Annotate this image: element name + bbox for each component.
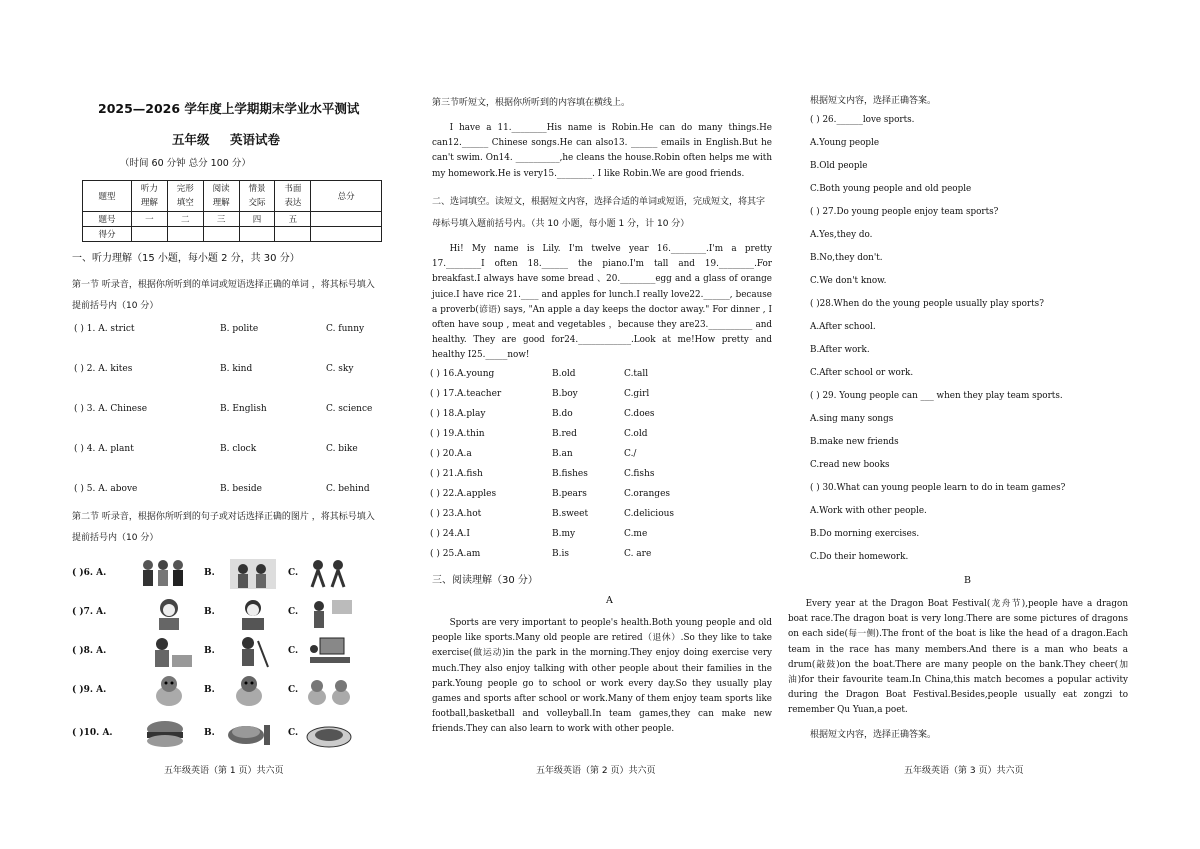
- option-c-label: C.: [288, 646, 299, 656]
- dog-picture[interactable]: [144, 674, 194, 708]
- children-picture[interactable]: [228, 557, 278, 591]
- option-c[interactable]: C.me: [624, 529, 648, 539]
- option-b-label: B.: [204, 568, 215, 578]
- picture-question-stem: ( )10. A.: [72, 728, 113, 738]
- answer-option[interactable]: B.After work.: [810, 345, 870, 355]
- burger-picture[interactable]: [140, 717, 190, 751]
- meat-plate-picture[interactable]: [304, 717, 354, 751]
- option-a[interactable]: ( ) 16.A.young: [430, 369, 495, 379]
- passage-a-label: A: [606, 595, 613, 606]
- option-b[interactable]: B. beside: [220, 484, 263, 494]
- option-b-label: B.: [204, 728, 215, 738]
- answer-option[interactable]: A.Young people: [810, 138, 880, 148]
- page-1: [68, 0, 413, 849]
- page-footer: 五年级英语（第 1 页）共六页: [164, 766, 284, 776]
- computer-picture[interactable]: [304, 635, 354, 669]
- section3-instruction: 第三节听短文，根据你所听到的内容填在横线上。: [432, 98, 631, 108]
- passage-a-text: Sports are very important to people's health.Both young people and old people like sports.Many old people are retired（退休）.So they like to take exercise(做运动)in the park in the morning.They enjoy doing exercise very much.They also enjoy talking with other people about their families in the park.Young people go to school or work every day.So they usually play games and sports after school or work.Many of them enjoy team sports like football,basketball and volleyball.In team games,they can make new friends.They can also learn to work with other people.: [432, 618, 772, 735]
- answer-option[interactable]: A.sing many songs: [810, 414, 894, 424]
- score-table-row: [83, 212, 382, 227]
- section1-instruction: 第一节 听录音，根据你所听到的单词或短语选择正确的单词 ，将其标号填入: [72, 280, 375, 290]
- cell: 完形填空: [167, 181, 203, 212]
- cell: 阅读理解: [203, 181, 239, 212]
- question-stem: ( ) 1. A. strict: [74, 324, 135, 334]
- question-stem: ( ) 29. Young people can ___ when they play team sports.: [810, 391, 1063, 401]
- teacher-picture[interactable]: [304, 596, 354, 630]
- option-c-label: C.: [288, 607, 299, 617]
- dog-picture-2[interactable]: [224, 674, 274, 708]
- option-c-label: C.: [288, 685, 299, 695]
- answer-option[interactable]: A.Work with other people.: [810, 506, 927, 516]
- option-b[interactable]: B.do: [552, 409, 573, 419]
- option-b[interactable]: B.boy: [552, 389, 578, 399]
- option-a[interactable]: ( ) 23.A.hot: [430, 509, 482, 519]
- option-c[interactable]: C. bike: [326, 444, 358, 454]
- question-stem: ( ) 4. A. plant: [74, 444, 134, 454]
- question-stem: ( ) 2. A. kites: [74, 364, 133, 374]
- picture-question-stem: ( )9. A.: [72, 685, 107, 695]
- subject-label: 英语试卷: [230, 132, 281, 147]
- part2-title: 二、选词填空。读短文，根据短文内容，选择合适的单词或短语，完成短文，将其字母标号填入题前括号内。（共 10 小题，每小题 1 分，计 10 分）: [432, 197, 766, 229]
- score-input-cell[interactable]: [203, 227, 239, 242]
- section1-instruction-2: 提前括号内（10 分）: [72, 301, 159, 311]
- two-dogs-picture[interactable]: [304, 674, 354, 708]
- dancing-picture[interactable]: [304, 557, 354, 591]
- score-table-row: [83, 181, 382, 212]
- option-a[interactable]: ( ) 19.A.thin: [430, 429, 485, 439]
- cell: 一: [131, 212, 167, 227]
- cell: 五: [275, 212, 311, 227]
- answer-option[interactable]: C.After school or work.: [810, 368, 914, 378]
- part1-title: 一、听力理解（15 小题，每小题 2 分，共 30 分）: [72, 253, 300, 264]
- cell: 题型: [83, 181, 132, 212]
- option-a[interactable]: ( ) 24.A.I: [430, 529, 470, 539]
- reading-questions: [808, 115, 1130, 575]
- score-input-cell[interactable]: [167, 227, 203, 242]
- listening-text: I have a 11.________His name is Robin.He can do many things.He can12.______ Chinese songs.He can also13. ______ emails in English.But he can't swim. On14. __________,he cleans the house.Robin often helps me with my homework.He is very15.________. I like Robin.We are good friends.: [432, 123, 772, 179]
- score-input-cell[interactable]: [131, 227, 167, 242]
- option-b-label: B.: [204, 646, 215, 656]
- salad-picture[interactable]: [224, 717, 274, 751]
- cell: 题号: [83, 212, 132, 227]
- option-c[interactable]: C. science: [326, 404, 373, 414]
- option-b[interactable]: B.fishes: [552, 469, 588, 479]
- question-stem: ( ) 26.______love sports.: [810, 115, 915, 125]
- answer-option[interactable]: B.make new friends: [810, 437, 899, 447]
- option-c[interactable]: C.tall: [624, 369, 649, 379]
- cloze-text: Hi! My name is Lily. I'm twelve year 16.________.I'm a pretty 17.________I often 18.______ the piano.I'm tall and 19.________.For breakfast.I always have some bread 、20.________egg and a glass of orange juice.I have rice 21.____ and apples for lunch.I really love22.______, because a proverb(谚语) says, "An apple a day keeps the doctor away." For dinner , I often have soup , meat and vegetables ，because they are23.__________ and healthy. They are good for24.____________.Look at me!How pretty and healthy I25._____now!: [432, 244, 772, 361]
- question-stem: ( ) 5. A. above: [74, 484, 138, 494]
- cloze-passage: [432, 242, 772, 364]
- option-a[interactable]: ( ) 22.A.apples: [430, 489, 497, 499]
- question-stem: ( ) 27.Do young people enjoy team sports?: [810, 207, 999, 217]
- picture-question-stem: ( )8. A.: [72, 646, 107, 656]
- option-b[interactable]: B.red: [552, 429, 577, 439]
- picture-question-stem: ( )7. A.: [72, 607, 107, 617]
- option-a[interactable]: ( ) 20.A.a: [430, 449, 472, 459]
- page-2: [430, 0, 773, 849]
- part3-title: 三、阅读理解（30 分）: [432, 575, 538, 586]
- section2-instruction: 第二节 听录音，根据你所听到的句子或对话选择正确的图片 ，将其标号填入: [72, 512, 375, 522]
- answer-option[interactable]: B.Old people: [810, 161, 868, 171]
- option-b[interactable]: B.an: [552, 449, 573, 459]
- reading-instruction: 根据短文内容，选择正确答案。: [810, 96, 937, 106]
- answer-option[interactable]: A.After school.: [810, 322, 876, 332]
- option-c[interactable]: C. behind: [326, 484, 370, 494]
- option-b[interactable]: B. polite: [220, 324, 259, 334]
- cooking-picture[interactable]: [144, 635, 194, 669]
- answer-option[interactable]: B.No,they don't.: [810, 253, 883, 263]
- option-c[interactable]: C.girl: [624, 389, 650, 399]
- option-a[interactable]: ( ) 17.A.teacher: [430, 389, 502, 399]
- cloze-options: [430, 369, 773, 569]
- answer-option[interactable]: C.Both young people and old people: [810, 184, 972, 194]
- girl-picture[interactable]: [144, 596, 194, 630]
- option-b[interactable]: B.my: [552, 529, 576, 539]
- option-c[interactable]: C.old: [624, 429, 648, 439]
- cell: 三: [203, 212, 239, 227]
- score-input-cell[interactable]: [311, 227, 382, 242]
- option-b[interactable]: B.pears: [552, 489, 587, 499]
- answer-option[interactable]: A.Yes,they do.: [810, 230, 873, 240]
- sweeping-picture[interactable]: [228, 635, 278, 669]
- option-a[interactable]: ( ) 18.A.play: [430, 409, 486, 419]
- option-c-label: C.: [288, 568, 299, 578]
- option-b-label: B.: [204, 607, 215, 617]
- passage-b-label: B: [964, 575, 971, 586]
- option-b[interactable]: B.is: [552, 549, 569, 559]
- option-c[interactable]: C. funny: [326, 324, 365, 334]
- page-footer: 五年级英语（第 3 页）共六页: [904, 766, 1024, 776]
- picture-questions: [68, 557, 413, 752]
- reading-instruction-2: 根据短文内容，选择正确答案。: [810, 730, 937, 740]
- score-input-cell[interactable]: [239, 227, 275, 242]
- option-c[interactable]: C./: [624, 449, 637, 459]
- kids-group-picture[interactable]: [138, 557, 188, 591]
- option-b[interactable]: B. kind: [220, 364, 253, 374]
- answer-option[interactable]: C.read new books: [810, 460, 890, 470]
- answer-option[interactable]: C.We don't know.: [810, 276, 887, 286]
- passage-b-text: Every year at the Dragon Boat Festival(龙舟节),people have a dragon boat race.The dragon boat is very long.There are some pictures of dragons on each side(每一侧).The front of the boat is like the head of a dragon.Each team in the race has many members.And there is a man who beats a drum(敲鼓)on the boat.There are many people on the bank.They cheer(加油)for their favourite team.In China,this match becomes a popular activity during the Dragon Boat Festival.Besides,people usually eat zongzi to remember Qu Yuan,a poet.: [788, 599, 1128, 716]
- option-c[interactable]: C.delicious: [624, 509, 675, 519]
- cell: 听力理解: [131, 181, 167, 212]
- exam-title: 2025—2026 学年度上学期期末学业水平测试: [98, 101, 360, 116]
- option-a[interactable]: ( ) 21.A.fish: [430, 469, 483, 479]
- answer-option[interactable]: C.Do their homework.: [810, 552, 909, 562]
- score-table: [82, 180, 382, 242]
- question-stem: ( ) 3. A. Chinese: [74, 404, 148, 414]
- cell: 总分: [311, 181, 382, 212]
- question-stem: ( )28.When do the young people usually play sports?: [810, 299, 1044, 309]
- score-input-cell[interactable]: [275, 227, 311, 242]
- boy-picture[interactable]: [228, 596, 278, 630]
- option-b[interactable]: B. English: [220, 404, 267, 414]
- option-c[interactable]: C. are: [624, 549, 652, 559]
- option-c[interactable]: C. sky: [326, 364, 354, 374]
- option-c-label: C.: [288, 728, 299, 738]
- cell: 得分: [83, 227, 132, 242]
- passage-b: [788, 597, 1128, 719]
- cell: 四: [239, 212, 275, 227]
- passage-a: [432, 616, 772, 738]
- cell: 二: [167, 212, 203, 227]
- option-b-label: B.: [204, 685, 215, 695]
- option-c[interactable]: C.oranges: [624, 489, 671, 499]
- grade-label: 五年级: [172, 132, 210, 147]
- option-b[interactable]: B. clock: [220, 444, 257, 454]
- option-b[interactable]: B.sweet: [552, 509, 589, 519]
- listening-passage: [432, 121, 772, 182]
- page-footer: 五年级英语（第 2 页）共六页: [536, 766, 656, 776]
- page-3: [788, 0, 1130, 849]
- cell: 书面表达: [275, 181, 311, 212]
- cell: 情景交际: [239, 181, 275, 212]
- score-table-row: [83, 227, 382, 242]
- time-info: （时间 60 分钟 总分 100 分）: [120, 158, 251, 169]
- option-b[interactable]: B.old: [552, 369, 576, 379]
- option-c[interactable]: C.fishs: [624, 469, 655, 479]
- picture-question-stem: ( )6. A.: [72, 568, 107, 578]
- question-stem: ( ) 30.What can young people learn to do in team games?: [810, 483, 1066, 493]
- option-c[interactable]: C.does: [624, 409, 655, 419]
- answer-option[interactable]: B.Do morning exercises.: [810, 529, 920, 539]
- section2-instruction-2: 提前括号内（10 分）: [72, 533, 159, 543]
- cell: [311, 212, 382, 227]
- option-a[interactable]: ( ) 25.A.am: [430, 549, 481, 559]
